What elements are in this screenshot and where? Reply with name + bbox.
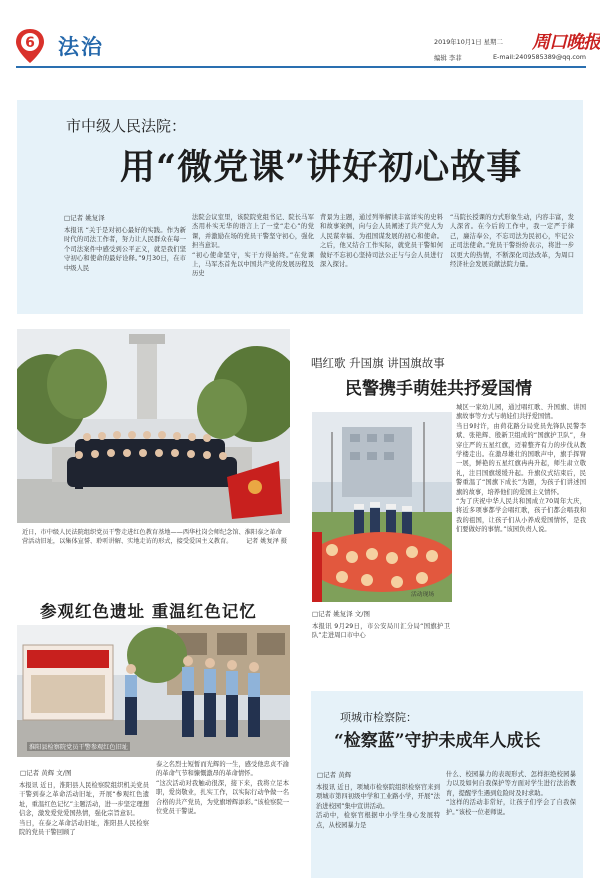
- story3-photo-caption: 淮阳县检察院党员干警参观红色旧址: [29, 744, 128, 751]
- story2-headline: 民警携手萌娃共抒爱国情: [345, 379, 532, 399]
- story1-byline: □记者 姚复泽: [64, 214, 105, 222]
- story1-column-1: 本报讯 “关于是对初心最好的实践。作为新时代的司法工作者，努力让人民群众在每一个司法案件中感受到公平正义，就是我们坚守初心和使命的最好诠释。”9月30日，在市中级人民: [64, 227, 186, 272]
- editor-credit: 编辑 李菲: [434, 54, 462, 62]
- story3-headline: 参观红色遗址 重温红色记忆: [40, 602, 257, 621]
- story2-byline: □记者 姚复泽 文/图: [312, 610, 370, 618]
- story3-byline: □记者 黄辉 文/图: [20, 769, 72, 777]
- story1-column-3: 背景为主题，通过列举解读丰富详实的史料和故事案例，向与会人员阐述了共产党人为人民谋幸福、为祖国谋发展的初心和使命。之后，他又结合工作实际，就党员干警如何做好不忘初心坚持司法公正与与会人员进行深入探讨。: [320, 214, 443, 269]
- story1-headline: 用“微党课”讲好初心故事: [120, 147, 523, 188]
- page-number: 6: [25, 35, 35, 51]
- story1-subtitle: 市中级人民法院：: [66, 117, 187, 135]
- story2-photo-caption: [22, 528, 287, 546]
- issue-date: 2019年10月1日 星期二: [434, 38, 503, 46]
- story1-column-2: 法院会议室里，该院院党组书记、院长马军杰用朴实无华的语言上了一堂“走心”的党课，并激励在场的党员干警坚守初心，强化担当意识。 “初心使命坚守，实干方得始终。”在党课上，马军杰首先以中国共产党的发展历程及历史: [192, 214, 314, 278]
- story2-photo2-label: 活动现场: [411, 592, 435, 598]
- location-pin-icon: [14, 28, 46, 64]
- story2-lead: 本报讯 9月29日，市公安局川汇分局“国旗护卫队”走进周口市中心: [312, 623, 450, 640]
- story3-site-photo: [17, 625, 290, 757]
- story3-column-1: 本报讯 近日，淮阳县人民检察院组织机关党员干警到泰之革命活动旧址，开展“参观红色遗址，重温红色记忆”主题活动，进一步坚定理想信念，激发爱党爱国热情，强化宗旨意识。 当日，在泰之革命活动旧址，淮阳县人民检察院的党员干警回顾了: [19, 782, 149, 837]
- page-number-badge: [14, 28, 46, 64]
- story2-kicker: 唱红歌 升国旗 讲国旗故事: [311, 356, 445, 370]
- header-divider: [16, 66, 586, 68]
- story2-photo-credit: 记者 姚复泽 摄: [245, 538, 287, 545]
- story3-column-2: 泰之名烈士短暂而光辉的一生，感受他忠贞不渝的革命气节和慷慨激昂的革命情怀。 “这次活动对我触动很深，接下来，我将立足本职，爱岗敬业，扎实工作，以实际行动争做一名合格的共产党员，为党旗增辉添彩。”该检察院一位党员干警说。: [156, 761, 289, 816]
- story2-column-2: 城区一家幼儿园，通过唱红歌、升国旗、讲国旗故事等方式与萌娃们共抒爱国情。 当日9时许，由荷花路分局党员先锋队民警李斌、张艳辉、殷新卫组成的“国旗护卫队”，身穿庄严的五星红旗，迈着整齐有力的步伐从教学楼走出。在激昂雄壮的国歌声中，旗手挥臂一展，鲜艳的五星红旗冉冉升起，师生肃立敬礼，注目国旗缓缓升起。升旗仪式结束后，民警重温了“国旗下成长”为题，为孩子们讲述国旗的故事，培养他们的爱国主义情怀。 “为了庆祝中华人民共和国成立70周年大庆，将近多项事都学会唱红歌，孩子们都会唱我和我的祖国，让孩子们从小养成爱国情怀，是我们要做好的事情。”该园负责人说。: [456, 404, 586, 534]
- story1-column-4: “马院长授课的方式形象生动，内容丰富，发人深省。在今后的工作中，我一定严于律己，廉洁奉公，不忘司法为民初心，牢记公正司法使命。”党员干警纷纷表示，将进一步以更大的热情，不断深化司法改革，为周口经济社会发展贡献法院力量。: [450, 214, 574, 269]
- newspaper-logo: 周口晚报: [532, 32, 600, 53]
- story4-column-2: 什么、校园暴力的表现形式、怎样拒绝校园暴力以及如何自我保护等方面对学生进行法治教育，提醒学生遇到危险时及时求助。 “这样的活动非常好，让孩子们学会了自我保护。”该校一位老师说。: [446, 771, 576, 816]
- story4-subtitle: 项城市检察院：: [340, 711, 417, 724]
- story2-caption-text: 近日，市中级人民法院组织党员干警走进红色教育基地——西华杜岗会师纪念馆、淮阳泰之革命营活动旧址，以集体宣誓、聆听讲解、实地走访的形式，接受爱国主义教育。: [22, 529, 282, 545]
- story2-flag-ceremony-photo: [312, 412, 452, 602]
- story4-column-1: 本报讯 近日，项城市检察院组织检察官来到项城市第四初级中学和工业路小学，开展“法治进校园”集中宣讲活动。 活动中，检察官根据中小学生身心发展特点，从校园暴力是: [316, 784, 440, 829]
- section-title: 法治: [58, 34, 104, 59]
- story4-byline: □记者 黄辉: [317, 771, 352, 779]
- story2-group-photo: [17, 329, 290, 523]
- story4-headline: “检察蓝”守护未成年人成长: [334, 731, 541, 751]
- editor-email: E-mail:2409585389@qq.com: [493, 53, 587, 61]
